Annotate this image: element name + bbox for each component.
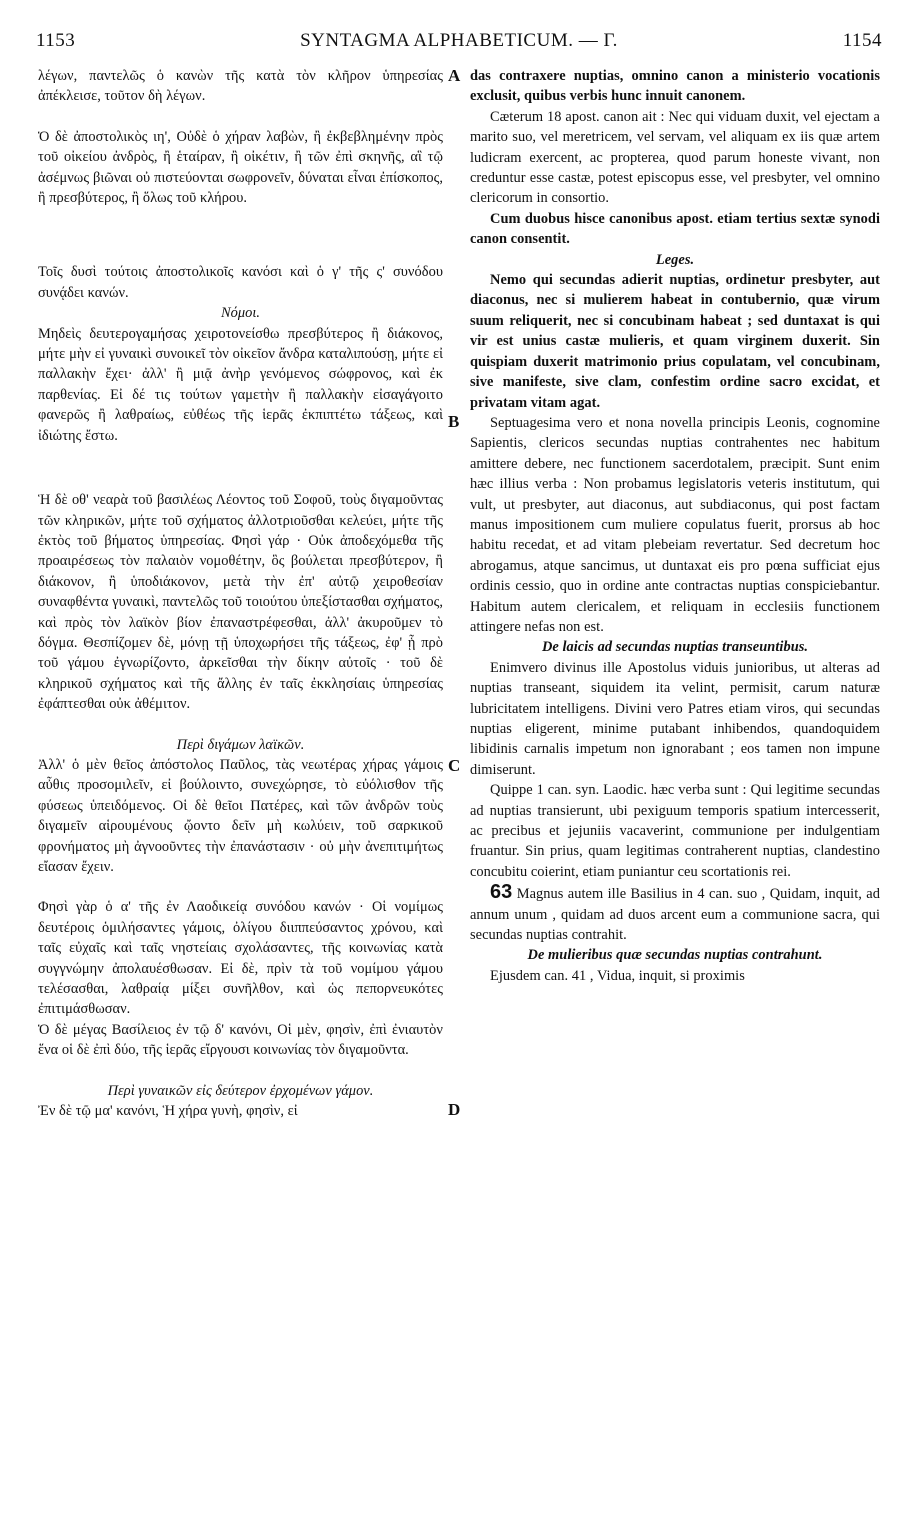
latin-column [470, 66, 880, 986]
greek-paragraph: λέγων, παντελῶς ὁ κανὼν τῆς κατὰ τὸν κλῆρον ὑπηρεσίας ἀπέκλεισε, τοῦτον δὴ λέγων. [38, 68, 443, 105]
latin-heading-women: De mulieribus quæ secundas nuptias contrahunt. [527, 947, 823, 964]
margin-letter-b: B [448, 412, 460, 431]
latin-paragraph: Magnus autem ille Basilius in 4 can. suo , Quidam, inquit, ad annum unum , quidam ad duos arcent eum a communione sacra, qui secundas nuptias contrahit. [470, 886, 880, 944]
greek-paragraph: Ἐν δὲ τῷ μα' κανόνι, Ἡ χήρα γυνὴ, φησὶν, εἰ [38, 1103, 298, 1120]
latin-paragraph: Ejusdem can. 41 , Vidua, inquit, si proximis [490, 967, 745, 984]
margin-letter-a: A [448, 66, 461, 85]
margin-letter-c: C [448, 756, 461, 775]
page-number-left: 1153 [36, 30, 76, 51]
latin-paragraph: das contraxere nuptias, omnino canon a ministerio vocationis exclusit, quibus verbis hunc innuit canonem. [470, 68, 880, 105]
page-header [36, 30, 882, 58]
latin-paragraph: Enimvero divinus ille Apostolus viduis junioribus, ut alteras ad nuptias transeant, siquidem ita velint, permisit, carum naturæ lubricitatem intelligens. Divini vero Patres etiam viros, qui secundas nuptias eligerent, minime putabant inhibendos, quandoquidem libidinis carnalis impetum non ignorabant ; eos tamen non impune dimiserunt. [470, 659, 880, 778]
latin-paragraph: Quippe 1 can. syn. Laodic. hæc verba sunt : Qui legitime secundas ad nuptias transierunt, ubi pexiguum temporis spatium intercesserit, ac precibus et jejuniis vacaverint, communione per indulgentiam fruantur. Sin prius, quam legitimas contraherent nuptias, clandestino concubitu coierint, etiam puniantur ceu scortationis rei. [470, 782, 880, 880]
greek-paragraph: Ὁ δὲ ἀποστολικὸς ιη', Οὐδὲ ὁ χήραν λαβὼν, ἢ ἐκβεβλημένην πρὸς τοῦ οἰκείου ἀνδρὸς, ἢ ἑταίραν, ἢ οἰκέτιν, ἢ τῶν ἐπὶ σκηνῆς, αἳ τῷ ἀσέμνως βιῶναι οὐ πιστεύονται σωφρονεῖν, δύναται εἶναι ἐπίσκοπος, ἢ πρεσβύτερος, ἢ ὅλως τοῦ κλήρου. [38, 128, 443, 207]
greek-heading-laws: Νόμοι. [220, 305, 261, 322]
greek-column [38, 66, 443, 1121]
greek-paragraph: Μηδεὶς δευτερογαμήσας χειροτονείσθω πρεσβύτερος ἢ διάκονος, μήτε μὴν εἰ γυναικὶ συνοικεῖ τὸν οἰκεῖον ἄνδρα καταλιπούσῃ, μήτε εἰ παλλακὴν ἔχει· ἀλλ' ἢ μιᾷ ἀνὴρ γενόμενος σώφρονος, καὶ ἐκ παρθενίας. Εἰ δέ τις τούτων γαμετὴν ἢ παλλακὴν εἰσαγάγοιτο φανερῶς ἢ λαθραίως, εὐθέως τῆς ἱερᾶς ἐκπιπτέτω τάξεως, καὶ ἰδιώτης ἔστω. [38, 325, 443, 444]
greek-paragraph: Ἀλλ' ὁ μὲν θεῖος ἀπόστολος Παῦλος, τὰς νεωτέρας χήρας γάμοις αὖθις προσομιλεῖν, εἰ βούλοιντο, συνεχώρησε, τὸ εὐόλισθον τῆς φύσεως ὑπειδόμενος. Οἱ δὲ θεῖοι Πατέρες, καὶ τῶν ἀνδρῶν τοὺς διγαμεῖν αἱρουμένους ᾤοντο δεῖν μὴ κωλύειν, τοῦ σαρκικοῦ φρονήματος μὴ ἀγνοοῦντες τὴν ἐπανάστασιν · οὐ μὴν ἀνεπιτιμήτως εἴασαν ἔχειν. [38, 756, 443, 875]
latin-paragraph: Nemo qui secundas adierit nuptias, ordinetur presbyter, aut diaconus, nec si mulierem habeat in contubernio, quæ virum suum reliquerit, nec si concubinam habeat ; sed duntaxat is qui vir est unius castæ mulieris, et quam virginem duxerit. Sin quispiam duxerit matrimonio prius copulatam, vel concubinam, sive manifeste, sive clam, confestim ordine sacro excidat, et privatam vitam agat. [470, 272, 880, 411]
greek-heading-women: Περὶ γυναικῶν εἰς δεύτερον ἐρχομένων γάμον. [107, 1082, 374, 1099]
margin-letter-d: D [448, 1100, 461, 1119]
latin-paragraph: Cum duobus hisce canonibus apost. etiam tertius sextæ synodi canon consentit. [470, 210, 880, 248]
latin-heading-laics: De laicis ad secundas nuptias transeuntibus. [541, 639, 809, 656]
greek-paragraph: Τοῖς δυσὶ τούτοις ἀποστολικοῖς κανόσι καὶ ὁ γ' τῆς ς' συνόδου συνᾴδει κανών. [38, 264, 443, 301]
greek-heading-laics: Περὶ διγάμων λαϊκῶν. [176, 736, 305, 753]
greek-paragraph: Φησὶ γὰρ ὁ α' τῆς ἐν Λαοδικείᾳ συνόδου κανών · Οἱ νομίμως δευτέροις ὁμιλήσαντες γάμοις, ὀλίγου διιππεύσαντος χρόνου, καὶ ταῖς εὐχαῖς καὶ ταῖς νηστείαις σχολάσαντες, τῆς κοινωνίας κατὰ συγγνώμην ἀπολαυέσθωσαν. Εἰ δὲ, πρὶν τὰ τοῦ νομίμου γάμου τελέσασθαι, λαθραίᾳ μίξει συνῆλθον, καὶ ὡς πεπορνευκότες ἐπιτιμάσθωσαν. [38, 899, 443, 1018]
greek-paragraph: Ὁ δὲ μέγας Βασίλειος ἐν τῷ δ' κανόνι, Οἱ μὲν, φησὶν, ἐπὶ ἐνιαυτὸν ἕνα οἱ δὲ ἐπὶ δύο, τῆς ἱερᾶς εἴργουσι κοινωνίας τὸν διγαμοῦντα. [38, 1021, 443, 1059]
latin-paragraph: Septuagesima vero et nona novella principis Leonis, cognomine Sapientis, clericos secundas nuptias contrahentes nec habitum amittere debere, nec functionem sacerdotalem, præcipit. Sunt enim hæc illius verba : Non probamus legislatoris veteris institutum, qui vult, ut presbyter, aut diaconus, aut subdiaconus, qui post factam manus impositionem cum muliere copulatus fuerit, prorsus ab hoc habitu recedat, et ad vitam plebeiam revertatur. Sed decretum hoc abrogamus, atque sancimus, ut duntaxat eis pro pœna sufficiat ejus ordinis cessio, quo in ordine ante contractas nuptias conspiciebantur. Habitum autem clericalem, et reliquam in ecclesiis functionem attingere nefas non est. [470, 414, 880, 635]
latin-paragraph: Cæterum 18 apost. canon ait : Nec qui viduam duxit, vel ejectam a marito suo, vel meretricem, vel servam, vel aliquam ex iis quæ artem ludicram exercent, ac propterea, quod parum honeste vivant, non creduntur esse castæ, potest episcopus esse, vel presbyter, vel omnino clericorum in consortio. [470, 108, 880, 207]
greek-paragraph: Ἡ δὲ οθ' νεαρὰ τοῦ βασιλέως Λέοντος τοῦ Σοφοῦ, τοὺς διγαμοῦντας τῶν κληρικῶν, μήτε τοῦ σχήματος ἀλλοτριοῦσθαι κελεύει, μήτε τῆς ἐκτὸς τοῦ βήματος ὑπηρεσίας. Φησὶ γάρ · Οὐκ ἀποδεχόμεθα τῆς προαιρέσεως τὸν παλαιὸν νομοθέτην, ὃς βούλεται πρεσβύτερον, ἢ διάκονον, ἢ ὑποδιάκονον, μετὰ τὴν ἐπ' αὐτῷ χειροθεσίαν συναφθέντα γυναικὶ, παντελῶς τοῦ τοιούτου ὑπεξίστασθαι σχήματος, καὶ πρὸς τὸν λαϊκὸν βίον ἐπαναστρέφεσθαι, ἀλλ' ἀκυροῦμεν τὸ δόγμα. Θεσπίζομεν δὲ, μόνῃ τῇ ὑποχωρήσει τῆς τάξεως, ἐφ' ᾗ πρὸ τοῦ γάμου ἐγνωρίζοντο, ἀρκεῖσθαι τὴν δίκην αὐτοῖς · τοῦ δὲ κληρικοῦ σχήματος καὶ τῆς ἄλλης ἐν ταῖς ἐκκλησίαις ὑπηρεσίας ἐφάπτεσθαι οὐκ ἀθέμιτον. [38, 492, 443, 713]
running-title: SYNTAGMA ALPHABETICUM. — Γ. [300, 30, 618, 51]
latin-heading-leges: Leges. [655, 251, 695, 268]
page-marker: 63 [490, 881, 513, 904]
page-number-right: 1154 [842, 30, 882, 51]
